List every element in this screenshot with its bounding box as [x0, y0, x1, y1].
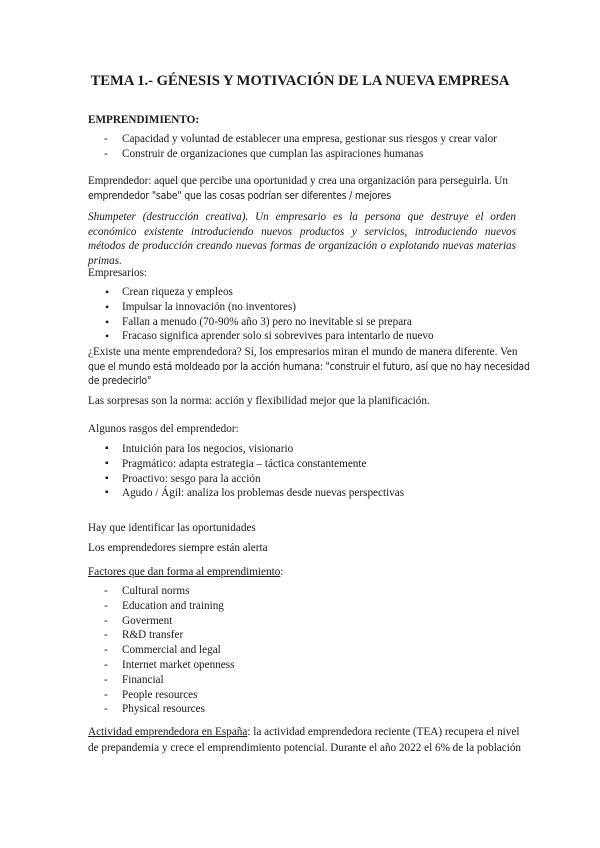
list-item: - Goverment: [104, 614, 234, 629]
list-item: ▪ Intuición para los negocios, visionario: [104, 442, 404, 457]
handwritten-note: de predecirlo": [88, 375, 152, 387]
list-item: ▪ Agudo / Ágil: analiza los problemas desde nuevas perspectivas: [104, 486, 404, 501]
list-item: • Fallan a menudo (70-90% año 3) pero no inevitable si se prepara: [104, 315, 434, 330]
actividad-paragraph-line1: [88, 725, 519, 739]
rasgos-label: Algunos rasgos del emprendedor:: [88, 423, 239, 435]
emprendedor-definition: Emprendedor: aquel que percibe una oportunidad y crea una organización para perseguirla. Un: [88, 175, 508, 187]
list-item: - Physical resources: [104, 702, 234, 717]
list-item: • Crean riqueza y empleos: [104, 285, 434, 300]
sorpresas-text: Las sorpresas son la norma: acción y flexibilidad mejor que la planificación.: [88, 395, 430, 407]
section-heading: EMPRENDIMIENTO:: [88, 114, 200, 126]
list-item: - Capacidad y voluntad de establecer una empresa, gestionar sus riesgos y crear valor: [104, 132, 497, 147]
factores-list: [104, 584, 234, 717]
list-item: - Internet market openness: [104, 658, 234, 673]
definition-list: [104, 132, 497, 162]
factores-label: Factores que dan forma al emprendimiento: [88, 566, 281, 578]
page-title: TEMA 1.- GÉNESIS Y MOTIVACIÓN DE LA NUEVA EMPRESA: [90, 73, 510, 89]
list-item: - People resources: [104, 688, 234, 703]
list-item: - R&D transfer: [104, 628, 234, 643]
oportunidades-text: Hay que identificar las oportunidades: [88, 522, 256, 534]
handwritten-note: que el mundo está moldeado por la acción humana: "construir el futuro, así que no hay necesidad: [88, 361, 530, 373]
list-item: ▪ Pragmático: adapta estrategia – táctica constantemente: [104, 457, 404, 472]
factores-heading: [88, 565, 283, 579]
list-item: • Impulsar la innovación (no inventores): [104, 300, 434, 315]
list-item: • Fracaso significa aprender solo si sobrevives para intentarlo de nuevo: [104, 329, 434, 344]
factores-colon: :: [280, 566, 284, 578]
empresarios-label: Empresarios:: [88, 267, 148, 279]
alerta-text: Los emprendedores siempre están alerta: [88, 542, 268, 554]
actividad-paragraph-line2: de prepandemia y crece el emprendimiento potencial. Durante el año 2022 el 6% de la población: [88, 742, 522, 754]
list-item: ▪ Proactivo: sesgo para la acción: [104, 472, 404, 487]
list-item: - Financial: [104, 673, 234, 688]
list-item: - Education and training: [104, 599, 234, 614]
actividad-text: : la actividad emprendedora reciente (TEA) recupera el nivel: [247, 726, 520, 738]
mente-question: ¿Existe una mente emprendedora? Sí, los empresarios miran el mundo de manera diferente. Ven: [88, 346, 518, 358]
rasgos-list: [104, 442, 404, 501]
list-item: - Commercial and legal: [104, 643, 234, 658]
handwritten-note: emprendedor "sabe" que las cosas podrían ser diferentes / mejores: [88, 190, 391, 202]
list-item: - Cultural norms: [104, 584, 234, 599]
shumpeter-paragraph: Shumpeter (destrucción creativa). Un empresario es la persona que destruye el orden económico existente introduciendo nuevos productos y servicios, introduciendo nuevos métodos de producción creando nuevas formas de organización o explotando nuevas materias primas.: [88, 211, 516, 267]
list-item: - Construir de organizaciones que cumplan las aspiraciones humanas: [104, 147, 497, 162]
actividad-label: Actividad emprendedora en España: [88, 726, 248, 738]
empresarios-list: [104, 285, 434, 344]
